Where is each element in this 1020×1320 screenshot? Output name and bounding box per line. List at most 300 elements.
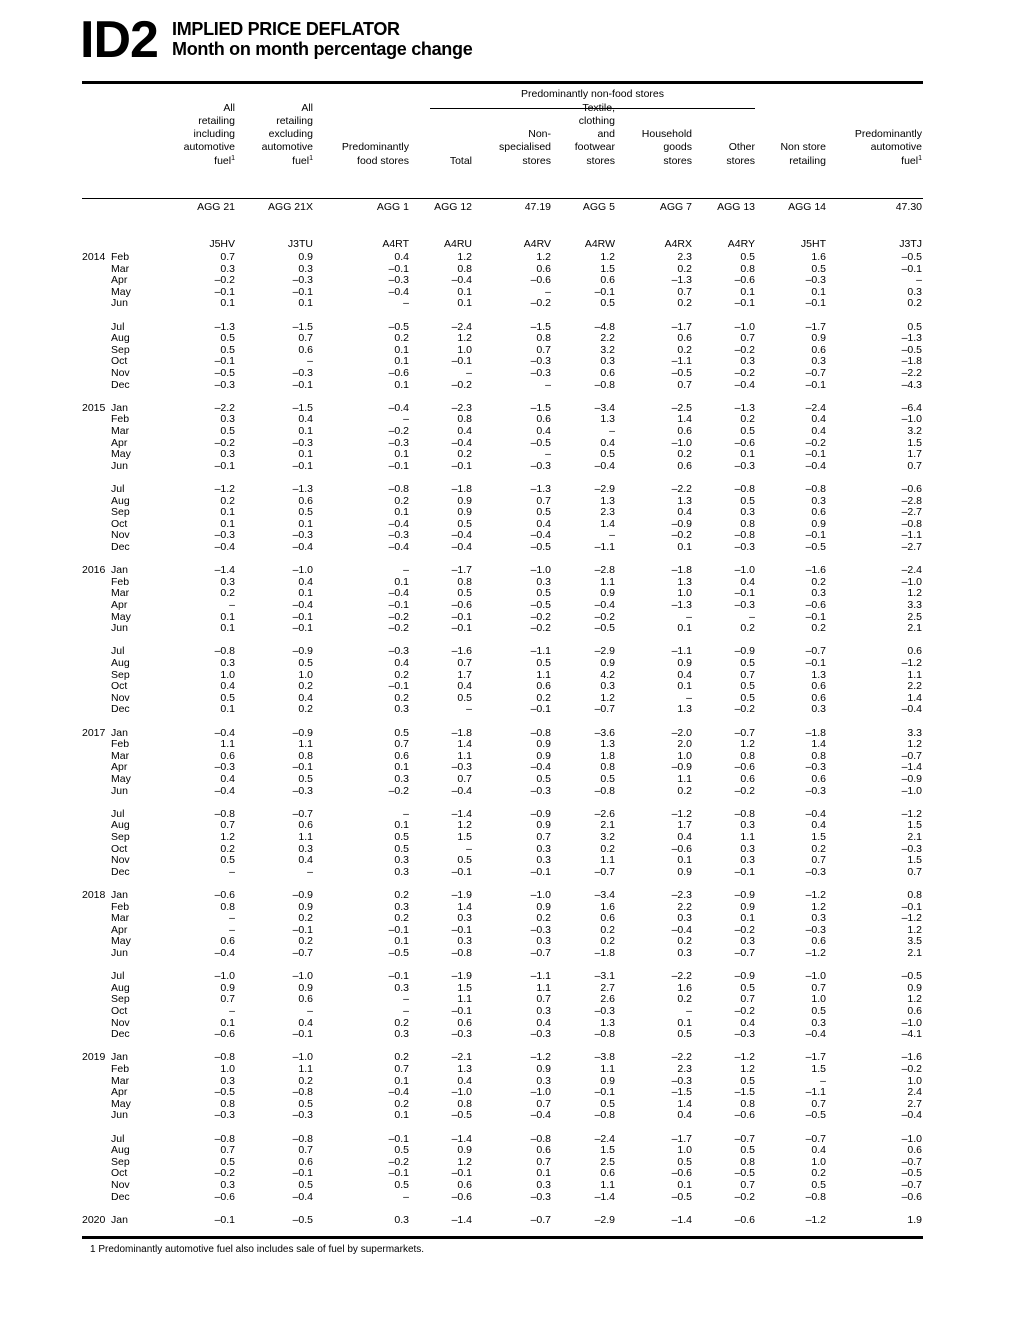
footnote-marker: 1 <box>231 154 235 162</box>
table-cell: –0.5 <box>214 367 235 379</box>
agg-code: AGG 1 <box>376 201 409 213</box>
table-cell: –1.7 <box>671 1132 692 1145</box>
table-cell: 0.4 <box>220 680 235 693</box>
table-cell: –1.4 <box>451 1213 472 1226</box>
table-cell: 0.6 <box>220 749 235 762</box>
table-cell: 0.1 <box>394 819 409 832</box>
table-cell: 0.3 <box>394 865 409 878</box>
table-cell: –2.7 <box>901 506 922 519</box>
table-cell: –0.1 <box>292 610 313 623</box>
table-cell: –0.4 <box>451 541 472 553</box>
row-month: Jul <box>111 1132 125 1145</box>
row-month: Jan <box>111 401 128 414</box>
table-cell: 1.1 <box>536 981 551 994</box>
agg-code: AGG 21 <box>197 201 235 213</box>
table-row <box>0 924 1020 936</box>
table-cell: 0.5 <box>740 981 755 994</box>
table-cell: 0.3 <box>457 935 472 948</box>
table-cell: 0.4 <box>457 1074 472 1087</box>
table-row <box>0 854 1020 866</box>
table-cell: 2.1 <box>907 831 922 843</box>
table-cell: –0.1 <box>292 761 313 774</box>
table-row <box>0 332 1020 344</box>
table-cell: 2.4 <box>907 1086 922 1099</box>
table-cell: –0.3 <box>292 436 313 449</box>
row-month: Jul <box>111 645 125 658</box>
row-month: Sep <box>111 506 130 519</box>
table-cell: –3.4 <box>594 889 615 901</box>
table-cell: 0.2 <box>298 912 313 925</box>
table-cell: –0.1 <box>805 529 826 542</box>
table-cell: 0.1 <box>740 448 755 461</box>
table-cell: 0.8 <box>220 900 235 913</box>
table-cell: 0.3 <box>536 935 551 948</box>
table-cell: 0.5 <box>536 657 551 669</box>
table-cell: –1.3 <box>292 483 313 495</box>
table-cell: –0.3 <box>530 459 551 472</box>
table-cell: 1.6 <box>811 251 826 263</box>
table-cell: –0.3 <box>451 761 472 774</box>
table-cell: 2.2 <box>600 332 615 345</box>
table-cell: 1.0 <box>811 993 826 1006</box>
table-cell: 0.7 <box>457 657 472 669</box>
table-cell: 0.1 <box>220 517 235 530</box>
table-cell: –1.7 <box>451 564 472 577</box>
table-cell: –0.7 <box>734 947 755 959</box>
table-cell: 0.4 <box>811 819 826 832</box>
column-header-label: Non store retailing <box>780 141 826 167</box>
table-row <box>0 1098 1020 1110</box>
table-cell: 0.5 <box>220 343 235 356</box>
table-cell: 0.4 <box>457 680 472 693</box>
table-cell: –1.6 <box>901 1051 922 1064</box>
row-month: Apr <box>111 761 128 774</box>
table-cell: 0.7 <box>536 1097 551 1110</box>
table-cell: 0.8 <box>907 889 922 901</box>
row-month: Aug <box>111 981 130 994</box>
table-cell: –0.4 <box>388 1086 409 1099</box>
table-cell: 0.2 <box>740 413 755 426</box>
table-cell: 0.5 <box>457 854 472 867</box>
table-cell: 1.2 <box>740 1063 755 1075</box>
table-cell: 0.3 <box>298 842 313 855</box>
row-month: Jan <box>111 1213 128 1226</box>
table-cell: –0.4 <box>388 285 409 298</box>
table-cell: 1.2 <box>220 831 235 843</box>
table-cell: 0.1 <box>677 1179 692 1191</box>
agg-code: AGG 5 <box>582 201 615 213</box>
table-row <box>0 1144 1020 1156</box>
table-cell: 0.6 <box>600 1167 615 1180</box>
table-cell: –0.2 <box>734 1190 755 1203</box>
table-cell: 0.4 <box>677 831 692 843</box>
table-cell: 0.3 <box>220 1074 235 1087</box>
table-cell: –1.1 <box>901 529 922 542</box>
table-cell: –0.3 <box>292 784 313 797</box>
table-cell: –1.0 <box>901 1132 922 1145</box>
table-cell: 1.1 <box>457 749 472 762</box>
table-cell: –0.6 <box>451 1190 472 1203</box>
table-cell: –1.5 <box>530 320 551 333</box>
table-cell: 2.7 <box>600 981 615 994</box>
table-cell: 0.4 <box>298 575 313 588</box>
table-cell: 1.3 <box>677 703 692 716</box>
table-cell: 0.5 <box>811 262 826 275</box>
table-cell: 0.3 <box>811 587 826 600</box>
table-cell: –0.8 <box>594 784 615 797</box>
table-cell: –4.3 <box>901 378 922 391</box>
table-cell: 1.2 <box>907 738 922 751</box>
table-row <box>0 1028 1020 1040</box>
table-cell: 0.7 <box>394 1063 409 1075</box>
table-cell: 0.8 <box>457 413 472 426</box>
table-cell: –2.1 <box>451 1051 472 1064</box>
table-cell: 1.5 <box>811 831 826 843</box>
table-cell: –0.7 <box>734 726 755 739</box>
table-cell: –0.4 <box>214 726 235 739</box>
table-cell: 1.5 <box>600 262 615 275</box>
table-cell: –1.0 <box>901 575 922 588</box>
table-cell: –0.1 <box>388 1132 409 1145</box>
table-cell: 1.2 <box>907 993 922 1006</box>
table-cell: –2.7 <box>901 541 922 553</box>
table-cell: 3.2 <box>907 425 922 437</box>
row-month: May <box>111 448 131 461</box>
table-cell: –0.1 <box>530 865 551 878</box>
row-month: May <box>111 610 131 623</box>
table-cell: 0.5 <box>600 448 615 461</box>
table-cell: –0.6 <box>734 761 755 774</box>
table-cell: –0.3 <box>901 842 922 855</box>
agg-code: AGG 14 <box>788 201 826 213</box>
table-cell: –0.7 <box>292 807 313 820</box>
row-year: 2019 <box>82 1051 106 1064</box>
table-cell: 0.1 <box>811 285 826 298</box>
table-cell: 1.3 <box>811 668 826 681</box>
table-cell: 0.3 <box>220 575 235 588</box>
table-cell: 2.7 <box>907 1097 922 1110</box>
table-cell: –0.1 <box>292 1167 313 1180</box>
row-month: Jun <box>111 459 128 472</box>
table-cell: –0.8 <box>594 378 615 391</box>
table-row <box>0 1191 1020 1203</box>
table-cell: 1.0 <box>220 1063 235 1075</box>
table-cell: –0.5 <box>451 1109 472 1122</box>
table-cell: –0.2 <box>734 367 755 379</box>
table-cell: – <box>403 1005 409 1017</box>
table-cell: 0.4 <box>220 773 235 785</box>
table-cell: –1.0 <box>214 970 235 983</box>
table-cell: 0.6 <box>600 912 615 925</box>
table-cell: 2.3 <box>677 251 692 263</box>
table-cell: 1.0 <box>811 1155 826 1168</box>
table-row <box>0 321 1020 333</box>
row-month: Sep <box>111 343 130 356</box>
table-cell: –0.5 <box>594 622 615 635</box>
table-cell: –0.6 <box>734 274 755 287</box>
table-cell: 0.3 <box>220 262 235 275</box>
table-row <box>0 251 1020 263</box>
table-cell: –1.5 <box>292 401 313 414</box>
table-cell: 0.1 <box>457 297 472 310</box>
table-cell: –0.4 <box>901 1109 922 1122</box>
table-cell: 0.9 <box>536 738 551 751</box>
table-cell: –1.6 <box>451 645 472 658</box>
table-cell: 0.6 <box>457 1179 472 1191</box>
table-row <box>0 483 1020 495</box>
table-cell: 0.4 <box>457 425 472 437</box>
table-cell: –0.6 <box>734 436 755 449</box>
table-cell: 0.7 <box>677 378 692 391</box>
table-cell: –0.8 <box>292 1086 313 1099</box>
table-cell: –0.9 <box>292 645 313 658</box>
table-cell: –0.3 <box>292 274 313 287</box>
table-cell: 1.1 <box>907 668 922 681</box>
table-cell: 0.3 <box>740 935 755 948</box>
table-cell: –0.6 <box>214 889 235 901</box>
table-cell: –0.4 <box>901 703 922 716</box>
row-month: Oct <box>111 355 128 368</box>
table-cell: 1.4 <box>457 738 472 751</box>
table-cell: 1.7 <box>457 668 472 681</box>
table-cell: –0.6 <box>901 1190 922 1203</box>
table-cell: –1.9 <box>451 889 472 901</box>
table-cell: –0.7 <box>901 749 922 762</box>
table-cell: 0.5 <box>740 1074 755 1087</box>
table-cell: –2.9 <box>594 645 615 658</box>
table-row <box>0 425 1020 437</box>
table-cell: –0.6 <box>388 367 409 379</box>
table-cell: 0.2 <box>811 1167 826 1180</box>
table-cell: 0.6 <box>536 1144 551 1157</box>
table-cell: 1.4 <box>811 738 826 751</box>
table-cell: 0.5 <box>298 773 313 785</box>
table-cell: –0.9 <box>671 761 692 774</box>
table-cell: 0.5 <box>220 425 235 437</box>
series-code: A4RX <box>664 238 692 250</box>
table-cell: 0.1 <box>220 1016 235 1029</box>
table-cell: 0.6 <box>298 1155 313 1168</box>
row-year: 2017 <box>82 726 106 739</box>
table-cell: – <box>609 529 615 542</box>
table-cell: –1.5 <box>292 320 313 333</box>
row-year: 2015 <box>82 401 106 414</box>
table-cell: –0.1 <box>388 599 409 611</box>
table-cell: 1.2 <box>536 251 551 263</box>
table-cell: 0.6 <box>220 935 235 948</box>
table-cell: 0.9 <box>600 657 615 669</box>
table-cell: 0.7 <box>811 854 826 867</box>
table-cell: 0.4 <box>811 413 826 426</box>
table-cell: –0.5 <box>901 343 922 356</box>
table-cell: –0.3 <box>214 761 235 774</box>
table-cell: 1.9 <box>907 1213 922 1226</box>
table-cell: 0.5 <box>457 691 472 704</box>
table-cell: –1.0 <box>451 1086 472 1099</box>
table-cell: –0.1 <box>451 459 472 472</box>
table-cell: 0.3 <box>457 912 472 925</box>
table-cell: 0.8 <box>457 1097 472 1110</box>
table-cell: –0.6 <box>214 1190 235 1203</box>
table-cell: –0.9 <box>671 517 692 530</box>
table-cell: 0.5 <box>457 587 472 600</box>
row-month: Jul <box>111 807 125 820</box>
table-cell: 0.4 <box>677 506 692 519</box>
table-row <box>0 970 1020 982</box>
table-cell: –0.2 <box>388 425 409 437</box>
table-row <box>0 297 1020 309</box>
table-cell: 0.4 <box>536 517 551 530</box>
table-cell: –3.1 <box>594 970 615 983</box>
table-cell: 0.3 <box>394 703 409 716</box>
table-cell: 0.3 <box>536 1005 551 1017</box>
row-month: Feb <box>111 251 130 263</box>
table-cell: – <box>749 610 755 623</box>
table-cell: 1.5 <box>907 854 922 867</box>
row-month: Feb <box>111 738 130 751</box>
table-cell: –1.0 <box>292 564 313 577</box>
table-cell: 0.3 <box>811 703 826 716</box>
table-cell: –1.8 <box>671 564 692 577</box>
table-cell: –0.1 <box>901 262 922 275</box>
table-row <box>0 495 1020 507</box>
table-cell: 3.3 <box>907 599 922 611</box>
table-cell: 0.6 <box>740 773 755 785</box>
table-cell: – <box>403 413 409 426</box>
series-code: A4RV <box>523 238 551 250</box>
table-cell: 0.6 <box>811 680 826 693</box>
table-row <box>0 1075 1020 1087</box>
table-cell: –0.7 <box>734 1132 755 1145</box>
table-cell: –2.4 <box>805 401 826 414</box>
table-cell: 0.5 <box>220 854 235 867</box>
table-row <box>0 576 1020 588</box>
series-code: J3TJ <box>899 238 922 250</box>
row-month: Dec <box>111 378 130 391</box>
table-cell: –3.4 <box>594 401 615 414</box>
table-cell: 0.4 <box>600 436 615 449</box>
table-cell: 0.9 <box>600 1074 615 1087</box>
table-cell: 0.5 <box>394 1144 409 1157</box>
column-header-label: All retailing excluding automotive fuel <box>261 101 313 167</box>
table-cell: 0.2 <box>907 297 922 310</box>
table-cell: –0.4 <box>805 1028 826 1041</box>
table-cell: –0.2 <box>214 274 235 287</box>
table-cell: –1.0 <box>734 564 755 577</box>
row-month: Apr <box>111 599 128 611</box>
table-cell: –0.7 <box>292 947 313 959</box>
table-cell: 0.5 <box>298 657 313 669</box>
table-cell: –0.3 <box>530 784 551 797</box>
column-header-label: Textile, clothing and footwear stores <box>574 101 615 167</box>
table-cell: –0.5 <box>901 970 922 983</box>
table-cell: –0.7 <box>901 1179 922 1191</box>
table-cell: – <box>545 448 551 461</box>
table-cell: 0.3 <box>536 1074 551 1087</box>
table-cell: –1.0 <box>805 970 826 983</box>
table-cell: 0.5 <box>740 680 755 693</box>
row-month: May <box>111 1097 131 1110</box>
table-cell: –0.1 <box>292 459 313 472</box>
table-cell: 0.6 <box>811 691 826 704</box>
row-month: Jul <box>111 970 125 983</box>
table-cell: –1.8 <box>805 726 826 739</box>
table-cell: –0.3 <box>805 865 826 878</box>
table-row <box>0 1109 1020 1121</box>
table-row <box>0 1063 1020 1075</box>
table-cell: –1.5 <box>671 1086 692 1099</box>
table-cell: –0.1 <box>214 355 235 368</box>
table-cell: –1.4 <box>214 564 235 577</box>
table-cell: 0.1 <box>394 761 409 774</box>
table-cell: 0.1 <box>677 1016 692 1029</box>
table-cell: –0.4 <box>388 401 409 414</box>
table-cell: –1.0 <box>530 1086 551 1099</box>
table-cell: –0.1 <box>292 1028 313 1041</box>
table-cell: 2.0 <box>677 738 692 751</box>
table-cell: 0.1 <box>394 1109 409 1122</box>
table-cell: –0.8 <box>901 517 922 530</box>
table-cell: –0.8 <box>530 726 551 739</box>
table-cell: 0.6 <box>536 413 551 426</box>
table-cell: 3.2 <box>600 343 615 356</box>
table-cell: 1.2 <box>600 251 615 263</box>
table-cell: 0.9 <box>677 657 692 669</box>
table-cell: –1.2 <box>734 1051 755 1064</box>
table-cell: –0.2 <box>388 784 409 797</box>
table-cell: 0.3 <box>220 1179 235 1191</box>
table-cell: –0.9 <box>292 726 313 739</box>
table-cell: 1.0 <box>677 749 692 762</box>
table-cell: – <box>545 378 551 391</box>
column-header-label: Non- specialised stores <box>499 128 551 167</box>
table-cell: 2.1 <box>907 622 922 635</box>
table-cell: 1.0 <box>457 343 472 356</box>
series-code: A4RW <box>584 238 615 250</box>
table-cell: – <box>403 297 409 310</box>
table-cell: 0.2 <box>394 691 409 704</box>
table-cell: –0.3 <box>530 1028 551 1041</box>
table-cell: 0.3 <box>811 355 826 368</box>
table-cell: 0.1 <box>220 703 235 716</box>
table-cell: 0.6 <box>811 343 826 356</box>
table-cell: 0.1 <box>220 506 235 519</box>
table-cell: – <box>686 691 692 704</box>
table-cell: –2.2 <box>214 401 235 414</box>
table-cell: –2.9 <box>594 483 615 495</box>
table-cell: 1.0 <box>220 668 235 681</box>
table-cell: 0.9 <box>740 900 755 913</box>
table-cell: 0.5 <box>394 831 409 843</box>
table-cell: 1.1 <box>298 831 313 843</box>
table-cell: –0.3 <box>530 367 551 379</box>
table-cell: –0.7 <box>594 865 615 878</box>
table-cell: 0.1 <box>677 622 692 635</box>
table-cell: –1.7 <box>671 320 692 333</box>
table-cell: –1.2 <box>671 807 692 820</box>
table-cell: 0.5 <box>677 1155 692 1168</box>
table-cell: –0.1 <box>214 1213 235 1226</box>
table-cell: 0.5 <box>536 506 551 519</box>
row-month: Oct <box>111 517 128 530</box>
table-cell: 0.9 <box>600 587 615 600</box>
table-cell: –0.8 <box>594 1109 615 1122</box>
table-cell: –1.8 <box>901 355 922 368</box>
table-cell: –0.2 <box>530 297 551 310</box>
table-cell: 0.2 <box>811 622 826 635</box>
table-cell: 4.2 <box>600 668 615 681</box>
table-cell: 0.7 <box>536 831 551 843</box>
